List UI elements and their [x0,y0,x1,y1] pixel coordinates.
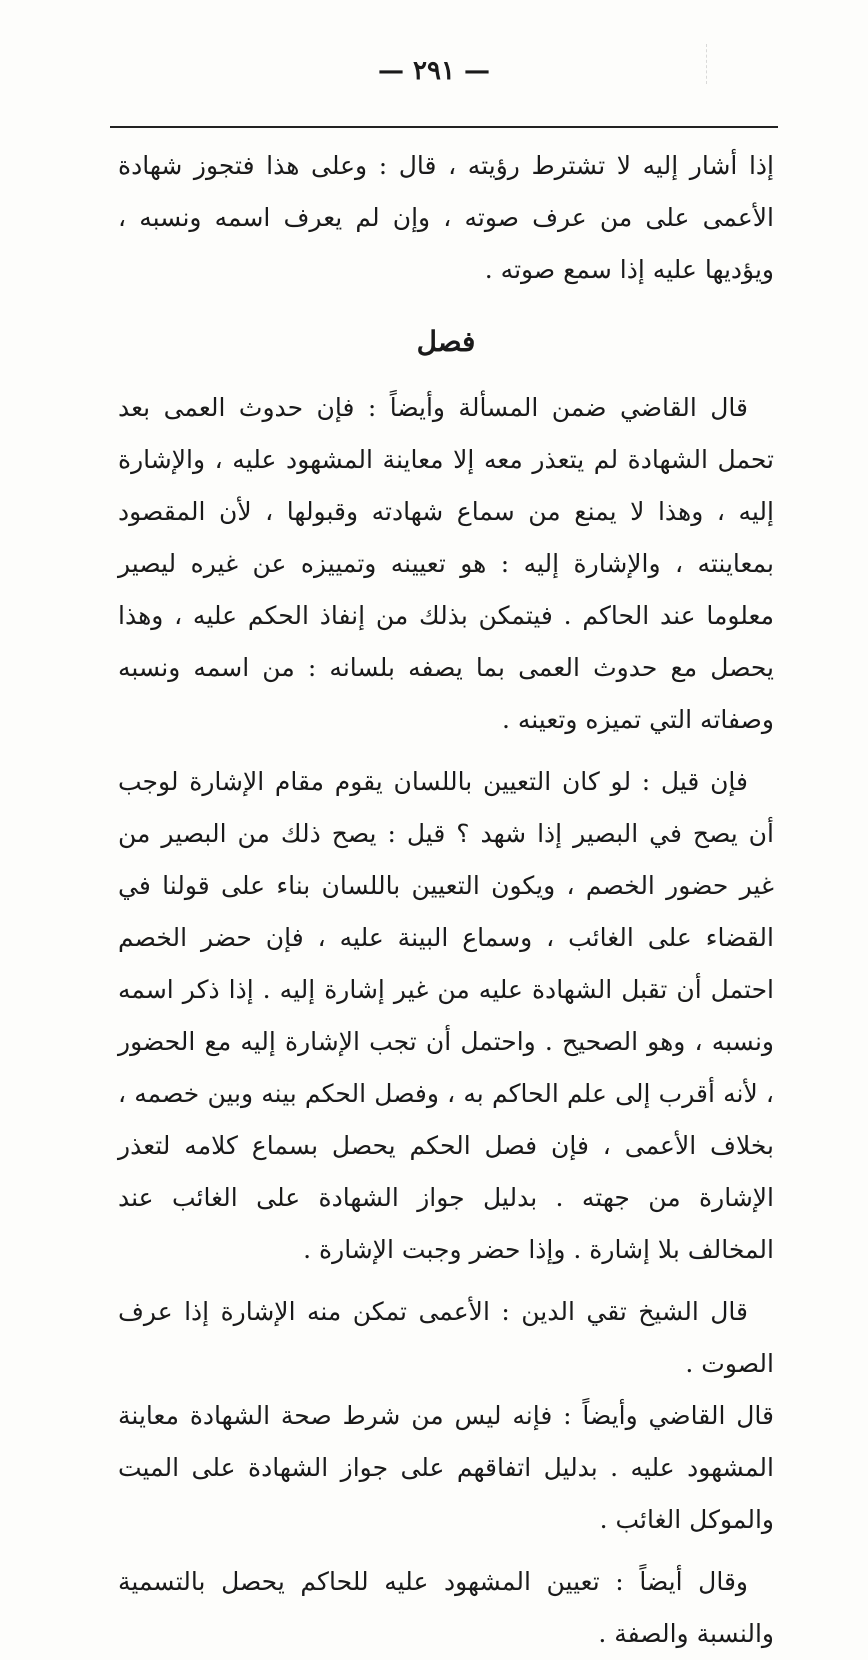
page-body [118,140,774,1660]
page-number: — ٢٩١ — [377,56,491,86]
paragraph-1: إذا أشار إليه لا تشترط رؤيته ، قال : وعلى هذا فتجوز شهادة الأعمى على من عرف صوته ، وإن لم يعرف اسمه ونسبه ، ويؤديها عليه إذا سمع صوته . [118,151,774,284]
paragraph-5: قال القاضي وأيضاً : فإنه ليس من شرط صحة الشهادة معاينة المشهود عليه . بدليل اتفاقهم على جواز الشهادة على الميت والموكل الغائب . [118,1401,774,1534]
section-heading: فصل [416,325,476,358]
paragraph-4: قال الشيخ تقي الدين : الأعمى تمكن منه الإشارة إذا عرف الصوت . [118,1297,774,1378]
paragraph-2: قال القاضي ضمن المسألة وأيضاً : فإن حدوث العمى بعد تحمل الشهادة لم يتعذر معه إلا معاينة المشهود عليه ، والإشارة إليه ، وهذا لا يمنع من سماع شهادته وقبولها ، لأن المقصود بمعاينته ، والإشارة إليه : هو تعيينه وتمييزه عن غيره ليصير معلوما عند الحاكم . فيتمكن بذلك من إنفاذ الحكم عليه ، وهذا يحصل مع حدوث العمى بما يصفه بلسانه : من اسمه ونسبه وصفاته التي تميزه وتعينه . [118,393,774,734]
header-rule [110,126,778,128]
paragraph-6: وقال أيضاً : تعيين المشهود عليه للحاكم يحصل بالتسمية والنسبة والصفة . [118,1567,774,1648]
paragraph-3: فإن قيل : لو كان التعيين باللسان يقوم مقام الإشارة لوجب أن يصح في البصير إذا شهد ؟ قيل : يصح ذلك من البصير من غير حضور الخصم ، ويكون التعيين باللسان بناء على قولنا في القضاء على الغائب ، وسماع البينة عليه ، فإن حضر الخصم احتمل أن تقبل الشهادة عليه من غير إشارة إليه . إذا ذكر اسمه ونسبه ، وهو الصحيح . واحتمل أن تجب الإشارة إليه مع الحضور ، لأنه أقرب إلى علم الحاكم به ، وفصل الحكم بينه وبين خصمه ، بخلاف الأعمى ، فإن فصل الحكم يحصل بسماع كلامه لتعذر الإشارة من جهته . بدليل جواز الشهادة على الغائب عند المخالف بلا إشارة . وإذا حضر وجبت الإشارة . [118,767,774,1264]
